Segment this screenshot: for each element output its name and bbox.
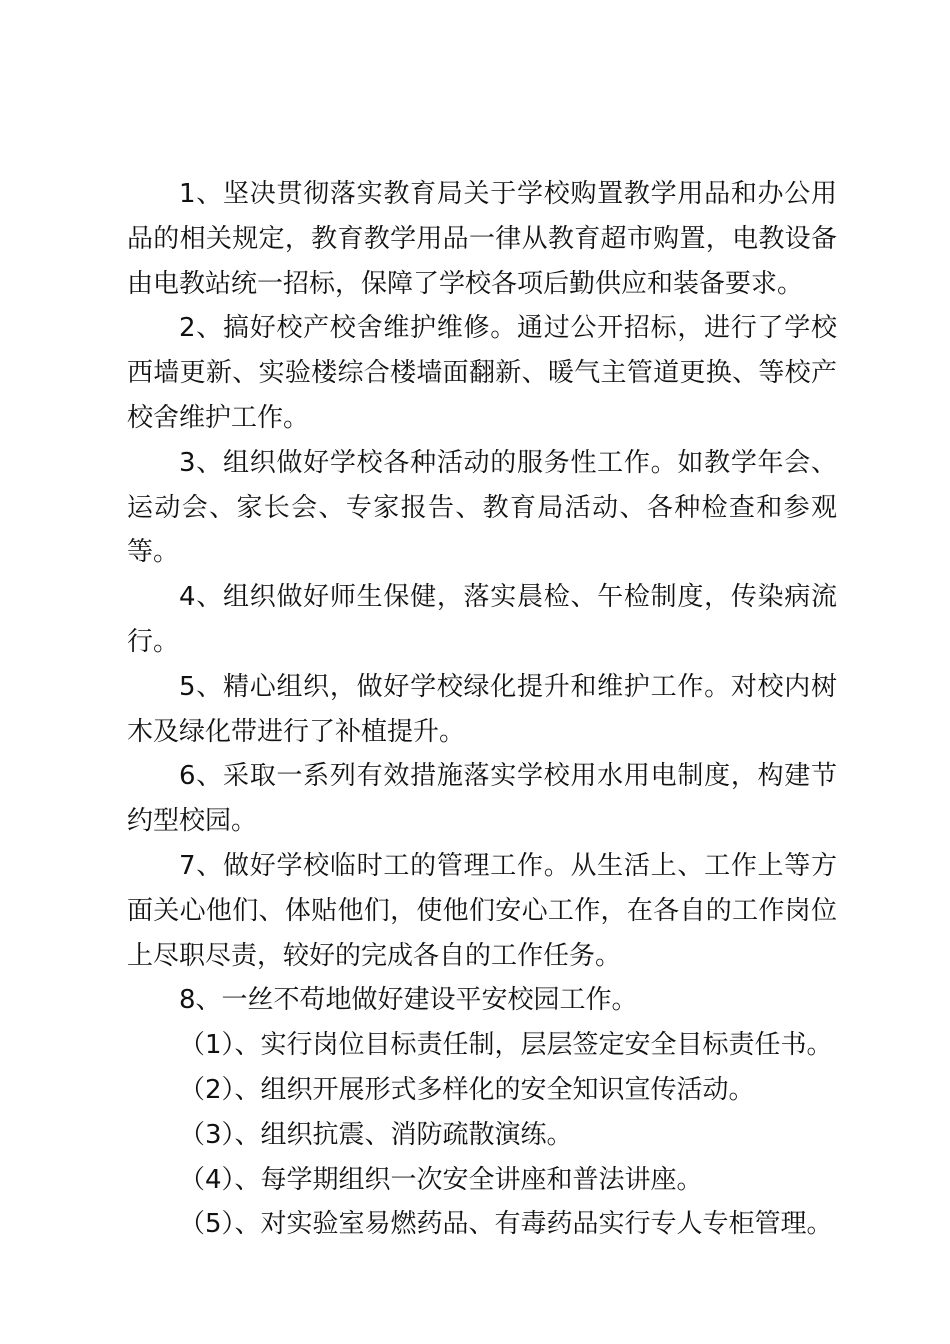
paragraph-item-5: 5、精心组织，做好学校绿化提升和维护工作。对校内树木及绿化带进行了补植提升。 — [127, 671, 837, 747]
paragraph-item-8: 8、一丝不苟地做好建设平安校园工作。 — [179, 985, 638, 1016]
sub-item-2: （2）、组织开展形式多样化的安全知识宣传活动。 — [179, 1074, 755, 1105]
sub-item-1: （1）、实行岗位目标责任制，层层签定安全目标责任书。 — [179, 1030, 833, 1061]
sub-item-3: （3）、组织抗震、消防疏散演练。 — [179, 1119, 573, 1150]
paragraph-item-3: 3、组织做好学校各种活动的服务性工作。如教学年会、运动会、家长会、专家报告、教育局活动、各种检查和参观等。 — [127, 447, 837, 568]
paragraph-item-6: 6、采取一系列有效措施落实学校用水用电制度，构建节约型校园。 — [127, 761, 837, 837]
paragraph-item-7: 7、做好学校临时工的管理工作。从生活上、工作上等方面关心他们、体贴他们，使他们安心工作，在各自的工作岗位上尽职尽责，较好的完成各自的工作任务。 — [127, 850, 837, 971]
paragraph-item-2: 2、搞好校产校舍维护维修。通过公开招标，进行了学校西墙更新、实验楼综合楼墙面翻新、暖气主管道更换、等校产校舍维护工作。 — [127, 313, 837, 433]
document-body — [127, 172, 837, 1247]
paragraph-item-4: 4、组织做好师生保健，落实晨检、午检制度，传染病流行。 — [127, 582, 837, 657]
sub-item-5: （5）、对实验室易燃药品、有毒药品实行专人专柜管理。 — [179, 1209, 833, 1240]
sub-item-4: （4）、每学期组织一次安全讲座和普法讲座。 — [179, 1164, 703, 1195]
paragraph-item-1: 1、坚决贯彻落实教育局关于学校购置教学用品和办公用品的相关规定，教育教学用品一律从教育超市购置，电教设备由电教站统一招标，保障了学校各项后勤供应和装备要求。 — [127, 179, 837, 299]
